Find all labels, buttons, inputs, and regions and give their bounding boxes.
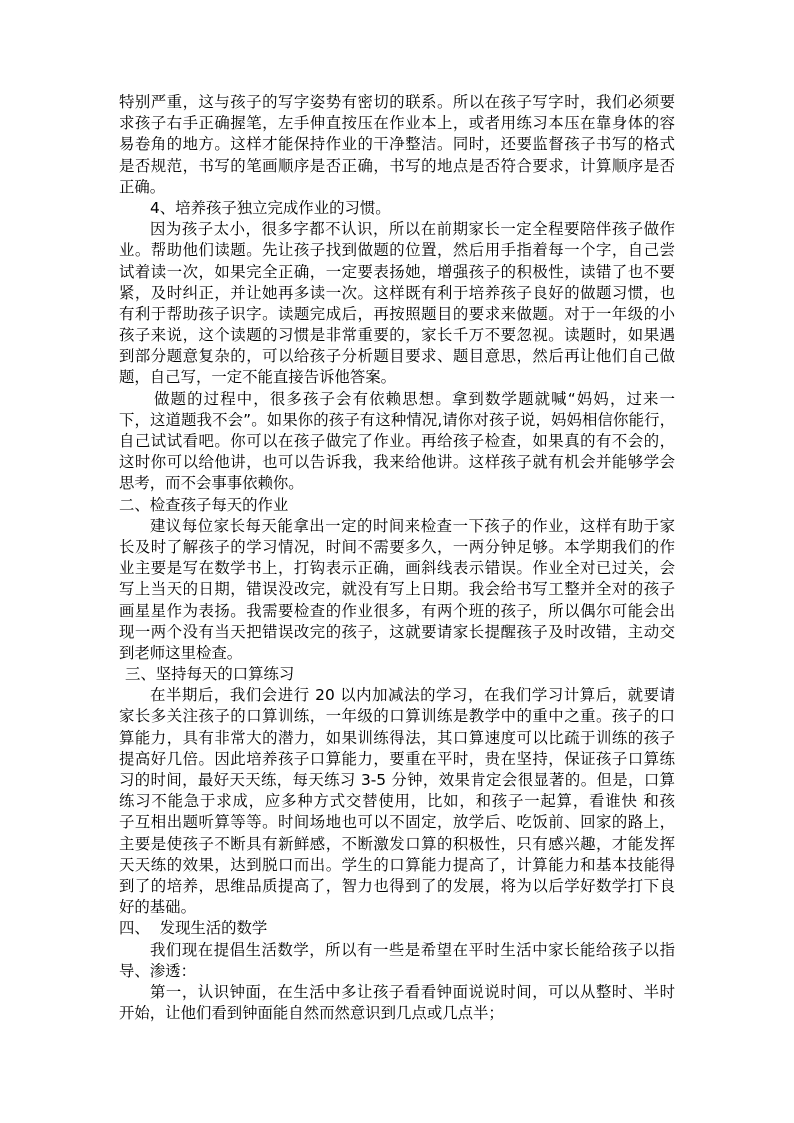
text-line: 业。帮助他们读题。先让孩子找到做题的位置，然后用手指着每一个字，自己尝 (119, 241, 675, 260)
paragraph-mental-arithmetic (119, 685, 675, 918)
text-line: 主要是使孩子不断具有新鲜感，不断激发口算的积极性，只有感兴趣，才能发挥 (119, 834, 675, 853)
text-line: 写上当天的日期，错误没改完，就没有写上日期。我会给书写工整并全对的孩子 (119, 580, 675, 599)
paragraph-clock (119, 982, 675, 1024)
text-line: 有利于帮助孩子识字。读题完成后，再按照题目的要求来做题。对于一年级的小 (119, 304, 675, 323)
paragraph-check-homework (119, 516, 675, 664)
text-line: 家长多关注孩子的口算训练，一年级的口算训练是教学中的重中之重。孩子的口 (119, 707, 675, 726)
text-line: 紧，及时纠正，并让她再多读一次。这样既有利于培养孩子良好的做题习惯，也 (119, 283, 675, 302)
text-line: 建议每位家长每天能拿出一定的时间来检查一下孩子的作业，这样有助于家 (150, 516, 675, 535)
document-page (119, 92, 675, 1024)
text-line: 第一，认识钟面，在生活中多让孩子看看钟面说说时间，可以从整时、半时 (150, 982, 675, 1001)
text-line: 孩子来说，这个读题的习惯是非常重要的，家长千万不要忽视。读题时，如果遇 (119, 326, 675, 345)
text-line: 因为孩子太小，很多字都不认识，所以在前期家长一定全程要陪伴孩子做作 (150, 220, 675, 239)
text-line: 到了的培养，思维品质提高了，智力也得到了的发展，将为以后学好数学打下良 (119, 876, 675, 895)
text-line: 天天练的效果，达到脱口而出。学生的口算能力提高了，计算能力和基本技能得 (119, 855, 675, 874)
section-heading: 四、 发现生活的数学 (119, 919, 268, 938)
paragraph-reading-questions (119, 219, 675, 389)
paragraph-dependence (119, 389, 675, 495)
text-line: 思考，而不会事事依赖你。 (119, 474, 304, 493)
text-line: 开始，让他们看到钟面能自然而然意识到几点或几点半； (119, 1004, 504, 1023)
section-heading: 三、坚持每天的口算练习 (125, 665, 295, 684)
text-line: 是否规范，书写的笔画顺序是否正确，书写的地点是否符合要求，计算顺序是否 (119, 156, 675, 175)
text-line: 题，自己写，一定不能直接告诉他答案。 (119, 368, 397, 387)
text-line: 长及时了解孩子的学习情况，时间不需要多久，一两分钟足够。本学期我们的作 (119, 537, 675, 556)
text-line: 画星星作为表扬。我需要检查的作业很多，有两个班的孩子，所以偶尔可能会出 (119, 601, 675, 620)
text-line: 正确。 (119, 177, 166, 196)
text-line: 在半期后，我们会进行 20 以内加减法的学习，在我们学习计算后，就要请 (150, 686, 675, 705)
paragraph-life-math-intro (119, 940, 675, 982)
heading-independent-homework (119, 198, 675, 219)
text-line: 我们现在提倡生活数学，所以有一些是希望在平时生活中家长能给孩子以指 (150, 940, 675, 959)
text-line: 算能力，具有非常大的潜力，如果训练得法，其口算速度可以比疏于训练的孩子 (119, 728, 675, 747)
text-line: 习的时间，最好天天练，每天练习 3-5 分钟，效果肯定会很显著的。但是，口算 (119, 771, 675, 789)
paragraph-writing-posture (119, 92, 675, 198)
text-line: 提高好几倍。因此培养孩子口算能力，要重在平时，贵在坚持，保证孩子口算练 (119, 749, 675, 768)
text-line: 导、渗透： (119, 961, 196, 980)
text-line: 业主要是写在数学书上，打钩表示正确，画斜线表示错误。作业全对已过关，会 (119, 559, 675, 578)
text-line: 自己试试看吧。你可以在孩子做完了作业。再给孩子检查，如果真的有不会的， (119, 432, 675, 450)
text-line: 子互相出题听算等等。时间场地也可以不固定，放学后、吃饭前、回家的路上， (119, 813, 675, 832)
text-line: 这时你可以给他讲，也可以告诉我，我来给他讲。这样孩子就有机会并能够学会 (119, 453, 675, 472)
section-heading: 二、检查孩子每天的作业 (119, 495, 289, 514)
text-line: 特别严重，这与孩子的写字姿势有密切的联系。所以在孩子写字时，我们必须要 (119, 93, 675, 111)
heading-life-math (119, 918, 675, 939)
section-subheading: 4、培养孩子独立完成作业的习惯。 (150, 198, 391, 217)
text-line: 做题的过程中，很多孩子会有依赖思想。拿到数学题就喊“妈妈，过来一 (154, 389, 675, 408)
text-line: 下，这道题我不会”。如果你的孩子有这种情况,请你对孩子说，妈妈相信你能行， (119, 410, 675, 429)
text-line: 到老师这里检查。 (119, 643, 243, 662)
text-line: 求孩子右手正确握笔，左手伸直按压在作业本上，或者用练习本压在靠身体的容 (119, 114, 675, 133)
text-line: 好的基础。 (119, 898, 196, 917)
text-line: 练习不能急于求成，应多种方式交替使用，比如，和孩子一起算，看谁快 和孩 (119, 792, 675, 811)
text-line: 到部分题意复杂的，可以给孩子分析题目要求、题目意思，然后再让他们自己做 (119, 347, 675, 366)
text-line: 易卷角的地方。这样才能保持作业的干净整洁。同时，还要监督孩子书写的格式 (119, 135, 675, 154)
heading-check-homework (119, 495, 675, 516)
heading-mental-arithmetic (119, 664, 675, 685)
text-line: 现一两个没有当天把错误改完的孩子，这就要请家长提醒孩子及时改错，主动交 (119, 622, 675, 641)
text-line: 试着读一次，如果完全正确，一定要表扬她，增强孩子的积极性，读错了也不要 (119, 262, 675, 281)
